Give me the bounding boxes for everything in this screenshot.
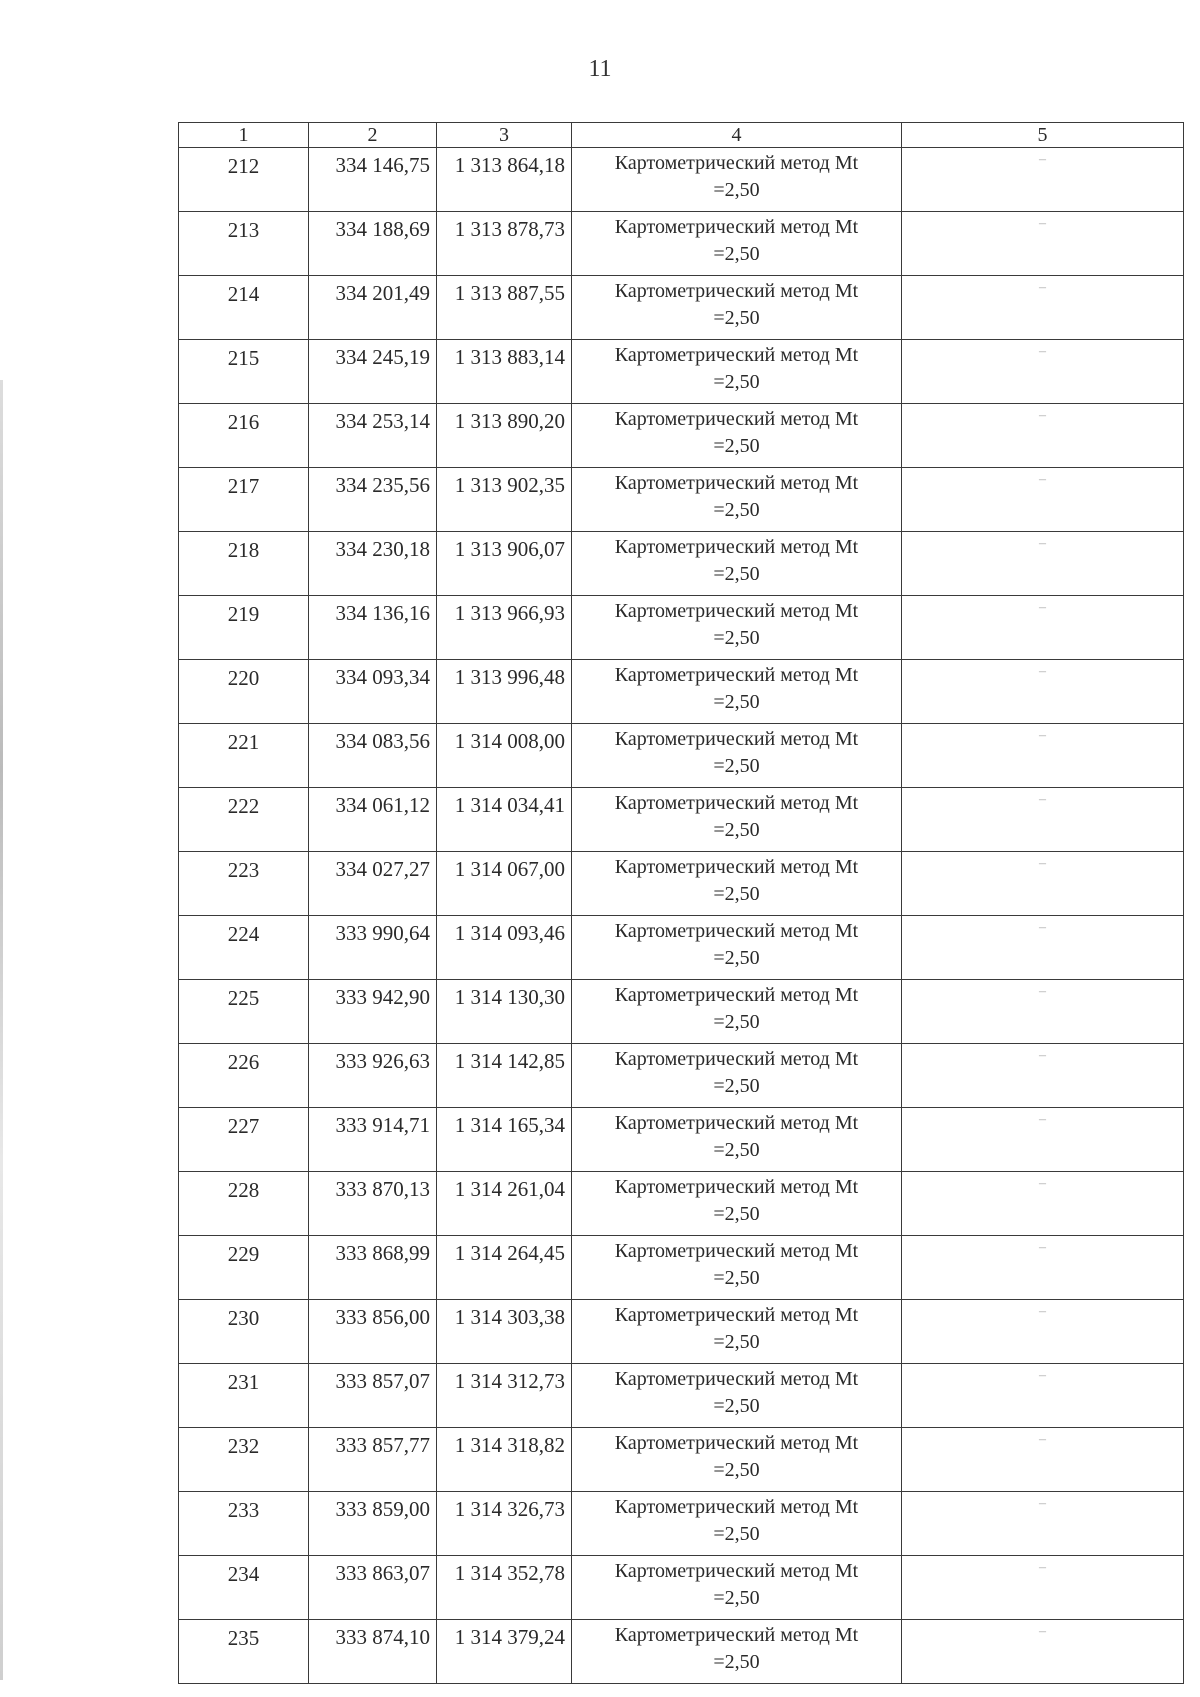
table-row: [179, 1236, 1184, 1300]
column-header: 1: [179, 123, 309, 148]
y-coordinate-cell: 1 314 326,73: [437, 1492, 572, 1556]
point-number-cell: 228: [179, 1172, 309, 1236]
method-cell: [572, 212, 902, 276]
y-coordinate-cell: 1 314 264,45: [437, 1236, 572, 1300]
accuracy-value: =2,50: [713, 1139, 760, 1161]
method-label: Картометрический метод Mt: [614, 344, 859, 366]
accuracy-value: =2,50: [713, 883, 760, 905]
y-coordinate-cell: 1 313 966,93: [437, 596, 572, 660]
y-coordinate-cell: 1 313 906,07: [437, 532, 572, 596]
accuracy-value: =2,50: [713, 563, 760, 585]
y-coordinate-cell: 1 314 165,34: [437, 1108, 572, 1172]
column-header: 3: [437, 123, 572, 148]
x-coordinate-cell: 334 146,75: [309, 148, 437, 212]
accuracy-value: =2,50: [713, 819, 760, 841]
note-cell: –: [902, 788, 1184, 852]
point-number-cell: 231: [179, 1364, 309, 1428]
method-cell: [572, 532, 902, 596]
note-cell: –: [902, 1108, 1184, 1172]
y-coordinate-cell: 1 313 883,14: [437, 340, 572, 404]
method-label: Картометрический метод Mt: [614, 1304, 859, 1326]
accuracy-value: =2,50: [713, 1587, 760, 1609]
x-coordinate-cell: 333 857,77: [309, 1428, 437, 1492]
method-cell: [572, 1492, 902, 1556]
note-cell: –: [902, 1236, 1184, 1300]
method-label: Картометрический метод Mt: [614, 728, 859, 750]
method-cell: [572, 852, 902, 916]
y-coordinate-cell: 1 314 379,24: [437, 1620, 572, 1684]
note-cell: –: [902, 1620, 1184, 1684]
note-cell: –: [902, 980, 1184, 1044]
method-cell: [572, 788, 902, 852]
accuracy-value: =2,50: [713, 435, 760, 457]
y-coordinate-cell: 1 314 130,30: [437, 980, 572, 1044]
x-coordinate-cell: 334 027,27: [309, 852, 437, 916]
point-number-cell: 225: [179, 980, 309, 1044]
method-label: Картометрический метод Mt: [614, 1240, 859, 1262]
point-number-cell: 216: [179, 404, 309, 468]
column-header: 2: [309, 123, 437, 148]
table-row: [179, 404, 1184, 468]
table-row: [179, 1620, 1184, 1684]
table-row: [179, 1492, 1184, 1556]
y-coordinate-cell: 1 314 067,00: [437, 852, 572, 916]
note-cell: –: [902, 596, 1184, 660]
accuracy-value: =2,50: [713, 947, 760, 969]
method-label: Картометрический метод Mt: [614, 1176, 859, 1198]
method-label: Картометрический метод Mt: [614, 664, 859, 686]
table-row: [179, 532, 1184, 596]
y-coordinate-cell: 1 314 261,04: [437, 1172, 572, 1236]
method-label: Картометрический метод Mt: [614, 536, 859, 558]
point-number-cell: 232: [179, 1428, 309, 1492]
accuracy-value: =2,50: [713, 1331, 760, 1353]
x-coordinate-cell: 334 253,14: [309, 404, 437, 468]
point-number-cell: 219: [179, 596, 309, 660]
table-row: [179, 1172, 1184, 1236]
method-cell: [572, 340, 902, 404]
point-number-cell: 230: [179, 1300, 309, 1364]
method-cell: [572, 276, 902, 340]
point-number-cell: 234: [179, 1556, 309, 1620]
accuracy-value: =2,50: [713, 371, 760, 393]
method-label: Картометрический метод Mt: [614, 792, 859, 814]
table-row: [179, 596, 1184, 660]
point-number-cell: 223: [179, 852, 309, 916]
x-coordinate-cell: 333 990,64: [309, 916, 437, 980]
method-cell: [572, 1364, 902, 1428]
table-row: [179, 1428, 1184, 1492]
x-coordinate-cell: 334 188,69: [309, 212, 437, 276]
table-row: [179, 916, 1184, 980]
note-cell: –: [902, 1364, 1184, 1428]
table-row: [179, 212, 1184, 276]
x-coordinate-cell: 334 136,16: [309, 596, 437, 660]
scan-edge-shadow: [0, 380, 3, 1680]
point-number-cell: 212: [179, 148, 309, 212]
y-coordinate-cell: 1 314 352,78: [437, 1556, 572, 1620]
note-cell: –: [902, 1556, 1184, 1620]
point-number-cell: 218: [179, 532, 309, 596]
x-coordinate-cell: 333 863,07: [309, 1556, 437, 1620]
method-label: Картометрический метод Mt: [614, 920, 859, 942]
accuracy-value: =2,50: [713, 1395, 760, 1417]
table-row: [179, 1556, 1184, 1620]
note-cell: –: [902, 212, 1184, 276]
note-cell: –: [902, 724, 1184, 788]
method-label: Картометрический метод Mt: [614, 600, 859, 622]
y-coordinate-cell: 1 313 887,55: [437, 276, 572, 340]
method-cell: [572, 596, 902, 660]
method-label: Картометрический метод Mt: [614, 1048, 859, 1070]
table-row: [179, 148, 1184, 212]
table-header-row: [179, 123, 1184, 148]
x-coordinate-cell: 334 201,49: [309, 276, 437, 340]
table-row: [179, 1044, 1184, 1108]
method-label: Картометрический метод Mt: [614, 1624, 859, 1646]
method-cell: [572, 468, 902, 532]
note-cell: –: [902, 404, 1184, 468]
method-label: Картометрический метод Mt: [614, 984, 859, 1006]
coordinates-table: [178, 122, 1184, 1684]
y-coordinate-cell: 1 314 142,85: [437, 1044, 572, 1108]
point-number-cell: 235: [179, 1620, 309, 1684]
y-coordinate-cell: 1 313 878,73: [437, 212, 572, 276]
note-cell: –: [902, 532, 1184, 596]
x-coordinate-cell: 333 856,00: [309, 1300, 437, 1364]
y-coordinate-cell: 1 314 008,00: [437, 724, 572, 788]
accuracy-value: =2,50: [713, 499, 760, 521]
accuracy-value: =2,50: [713, 1459, 760, 1481]
method-cell: [572, 1236, 902, 1300]
note-cell: –: [902, 660, 1184, 724]
table-row: [179, 468, 1184, 532]
accuracy-value: =2,50: [713, 1011, 760, 1033]
accuracy-value: =2,50: [713, 1267, 760, 1289]
point-number-cell: 221: [179, 724, 309, 788]
y-coordinate-cell: 1 314 312,73: [437, 1364, 572, 1428]
x-coordinate-cell: 333 914,71: [309, 1108, 437, 1172]
method-label: Картометрический метод Mt: [614, 1368, 859, 1390]
y-coordinate-cell: 1 314 303,38: [437, 1300, 572, 1364]
point-number-cell: 226: [179, 1044, 309, 1108]
y-coordinate-cell: 1 314 034,41: [437, 788, 572, 852]
column-header: 4: [572, 123, 902, 148]
point-number-cell: 215: [179, 340, 309, 404]
method-cell: [572, 980, 902, 1044]
y-coordinate-cell: 1 314 318,82: [437, 1428, 572, 1492]
method-label: Картометрический метод Mt: [614, 856, 859, 878]
table-row: [179, 660, 1184, 724]
accuracy-value: =2,50: [713, 243, 760, 265]
column-header: 5: [902, 123, 1184, 148]
note-cell: –: [902, 1428, 1184, 1492]
point-number-cell: 214: [179, 276, 309, 340]
method-cell: [572, 148, 902, 212]
method-cell: [572, 1044, 902, 1108]
method-cell: [572, 404, 902, 468]
point-number-cell: 224: [179, 916, 309, 980]
note-cell: –: [902, 468, 1184, 532]
accuracy-value: =2,50: [713, 1523, 760, 1545]
method-cell: [572, 1556, 902, 1620]
note-cell: –: [902, 852, 1184, 916]
accuracy-value: =2,50: [713, 179, 760, 201]
note-cell: –: [902, 276, 1184, 340]
x-coordinate-cell: 334 093,34: [309, 660, 437, 724]
x-coordinate-cell: 333 868,99: [309, 1236, 437, 1300]
method-cell: [572, 660, 902, 724]
method-label: Картометрический метод Mt: [614, 280, 859, 302]
y-coordinate-cell: 1 313 902,35: [437, 468, 572, 532]
table-row: [179, 788, 1184, 852]
accuracy-value: =2,50: [713, 1651, 760, 1673]
point-number-cell: 227: [179, 1108, 309, 1172]
table-body: [179, 148, 1184, 1684]
point-number-cell: 229: [179, 1236, 309, 1300]
accuracy-value: =2,50: [713, 691, 760, 713]
method-cell: [572, 1300, 902, 1364]
method-cell: [572, 1620, 902, 1684]
x-coordinate-cell: 334 061,12: [309, 788, 437, 852]
note-cell: –: [902, 1044, 1184, 1108]
x-coordinate-cell: 334 083,56: [309, 724, 437, 788]
note-cell: –: [902, 340, 1184, 404]
table-row: [179, 1300, 1184, 1364]
point-number-cell: 220: [179, 660, 309, 724]
accuracy-value: =2,50: [713, 627, 760, 649]
page-number: 11: [588, 56, 612, 82]
method-label: Картометрический метод Mt: [614, 152, 859, 174]
y-coordinate-cell: 1 314 093,46: [437, 916, 572, 980]
y-coordinate-cell: 1 313 996,48: [437, 660, 572, 724]
x-coordinate-cell: 334 235,56: [309, 468, 437, 532]
method-cell: [572, 724, 902, 788]
x-coordinate-cell: 333 942,90: [309, 980, 437, 1044]
point-number-cell: 222: [179, 788, 309, 852]
table-row: [179, 340, 1184, 404]
x-coordinate-cell: 333 859,00: [309, 1492, 437, 1556]
method-label: Картометрический метод Mt: [614, 408, 859, 430]
y-coordinate-cell: 1 313 864,18: [437, 148, 572, 212]
table-row: [179, 1108, 1184, 1172]
y-coordinate-cell: 1 313 890,20: [437, 404, 572, 468]
note-cell: –: [902, 1492, 1184, 1556]
method-label: Картометрический метод Mt: [614, 472, 859, 494]
note-cell: –: [902, 148, 1184, 212]
note-cell: –: [902, 1172, 1184, 1236]
method-label: Картометрический метод Mt: [614, 216, 859, 238]
table-row: [179, 724, 1184, 788]
x-coordinate-cell: 334 245,19: [309, 340, 437, 404]
method-label: Картометрический метод Mt: [614, 1112, 859, 1134]
method-cell: [572, 1428, 902, 1492]
method-cell: [572, 1108, 902, 1172]
point-number-cell: 213: [179, 212, 309, 276]
x-coordinate-cell: 334 230,18: [309, 532, 437, 596]
method-label: Картометрический метод Mt: [614, 1560, 859, 1582]
accuracy-value: =2,50: [713, 307, 760, 329]
accuracy-value: =2,50: [713, 1075, 760, 1097]
accuracy-value: =2,50: [713, 1203, 760, 1225]
x-coordinate-cell: 333 870,13: [309, 1172, 437, 1236]
note-cell: –: [902, 916, 1184, 980]
table-row: [179, 980, 1184, 1044]
point-number-cell: 233: [179, 1492, 309, 1556]
x-coordinate-cell: 333 857,07: [309, 1364, 437, 1428]
table-row: [179, 276, 1184, 340]
method-cell: [572, 1172, 902, 1236]
method-label: Картометрический метод Mt: [614, 1496, 859, 1518]
table-row: [179, 1364, 1184, 1428]
x-coordinate-cell: 333 874,10: [309, 1620, 437, 1684]
point-number-cell: 217: [179, 468, 309, 532]
accuracy-value: =2,50: [713, 755, 760, 777]
table-row: [179, 852, 1184, 916]
note-cell: –: [902, 1300, 1184, 1364]
method-cell: [572, 916, 902, 980]
x-coordinate-cell: 333 926,63: [309, 1044, 437, 1108]
method-label: Картометрический метод Mt: [614, 1432, 859, 1454]
